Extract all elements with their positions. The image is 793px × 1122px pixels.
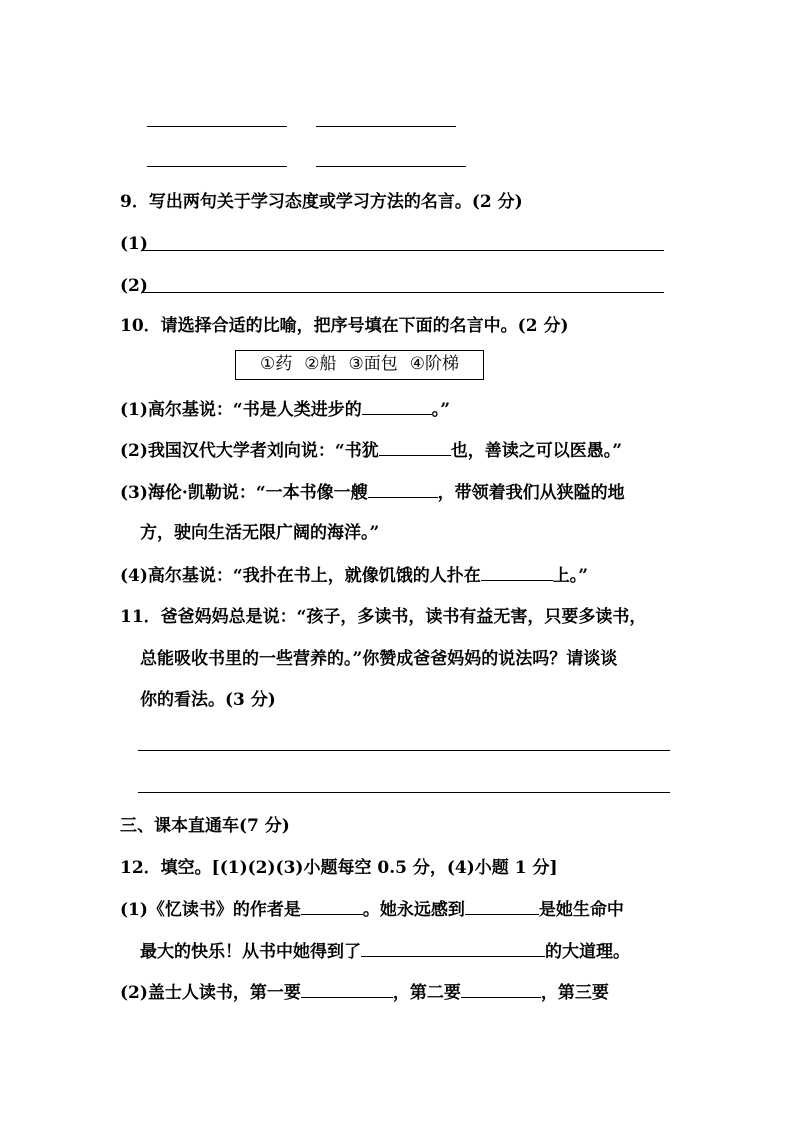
answer-blank[interactable] <box>379 439 451 456</box>
sentence-text: (2)我国汉代大学者刘向说：“书犹 <box>120 441 379 461</box>
sentence-text: 是她生命中 <box>538 900 624 920</box>
question-10-sentence-2 <box>120 439 622 462</box>
question-10-title: 10．请选择合适的比喻，把序号填在下面的名言中。(2 分) <box>120 316 569 336</box>
question-12-title: 12．填空。[(1)(2)(3)小题每空 0.5 分，(4)小题 1 分] <box>120 858 558 878</box>
sentence-text: ，第二要 <box>392 983 461 1003</box>
question-10-sentence-3 <box>120 481 625 504</box>
answer-blank[interactable] <box>361 940 545 957</box>
answer-blank[interactable] <box>301 981 393 998</box>
question-11-line-2: 总能吸收书里的一些营养的。”你赞成爸爸妈妈的说法吗？请谈谈 <box>140 649 618 669</box>
answer-blank[interactable] <box>362 398 432 415</box>
sentence-text: ，带领着我们从狭隘的地 <box>437 483 625 503</box>
options-box <box>235 350 484 380</box>
answer-blank[interactable] <box>316 126 456 127</box>
answer-blank[interactable] <box>465 898 539 915</box>
sentence-text: 上。” <box>552 566 588 586</box>
answer-blank[interactable] <box>142 250 664 251</box>
answer-line[interactable] <box>138 792 670 793</box>
sentence-text: 最大的快乐！从书中她得到了 <box>140 942 361 962</box>
item-number: (1) <box>120 234 148 254</box>
option: ②船 <box>304 354 337 374</box>
question-11-line-3: 你的看法。(3 分) <box>140 690 276 710</box>
question-9-title: 9．写出两句关于学习态度或学习方法的名言。(2 分) <box>120 192 523 212</box>
question-9-item-2 <box>120 275 148 297</box>
question-12-part-2 <box>120 981 609 1004</box>
answer-blank[interactable] <box>147 126 287 127</box>
question-12-part-1 <box>120 898 624 921</box>
item-number: (2) <box>120 276 148 296</box>
option: ①药 <box>260 354 293 374</box>
sentence-text: (3)海伦·凯勒说：“一本书像一艘 <box>120 483 368 503</box>
question-9-item-1 <box>120 233 148 255</box>
question-10-sentence-1 <box>120 398 450 421</box>
answer-blank[interactable] <box>461 981 541 998</box>
sentence-text: 。” <box>431 400 450 420</box>
sentence-text: (2)盖士人读书，第一要 <box>120 983 301 1003</box>
answer-blank[interactable] <box>316 166 466 167</box>
answer-blank[interactable] <box>142 292 664 293</box>
question-11-line-1: 11．爸爸妈妈总是说：“孩子，多读书，读书有益无害，只要多读书， <box>120 607 647 627</box>
answer-line[interactable] <box>138 750 670 751</box>
answer-blank[interactable] <box>368 481 438 498</box>
sentence-text: (1)《忆读书》的作者是 <box>120 900 301 920</box>
sentence-text: 也，善读之可以医愚。” <box>450 441 622 461</box>
question-10-sentence-3-cont: 方，驶向生活无限广阔的海洋。” <box>140 523 380 543</box>
sentence-text: ，第三要 <box>540 983 609 1003</box>
answer-blank[interactable] <box>301 898 363 915</box>
sentence-text: (4)高尔基说：“我扑在书上，就像饥饿的人扑在 <box>120 566 481 586</box>
option: ③面包 <box>348 354 398 374</box>
sentence-text: 。她永远感到 <box>362 900 465 920</box>
question-10-sentence-4 <box>120 564 588 587</box>
section-3-title: 三、课本直通车(7 分) <box>120 816 290 836</box>
sentence-text: (1)高尔基说：“书是人类进步的 <box>120 400 362 420</box>
answer-blank[interactable] <box>481 564 553 581</box>
option: ④阶梯 <box>409 354 459 374</box>
question-12-part-1-cont <box>140 940 630 963</box>
answer-blank[interactable] <box>147 166 287 167</box>
sentence-text: 的大道理。 <box>545 942 630 962</box>
